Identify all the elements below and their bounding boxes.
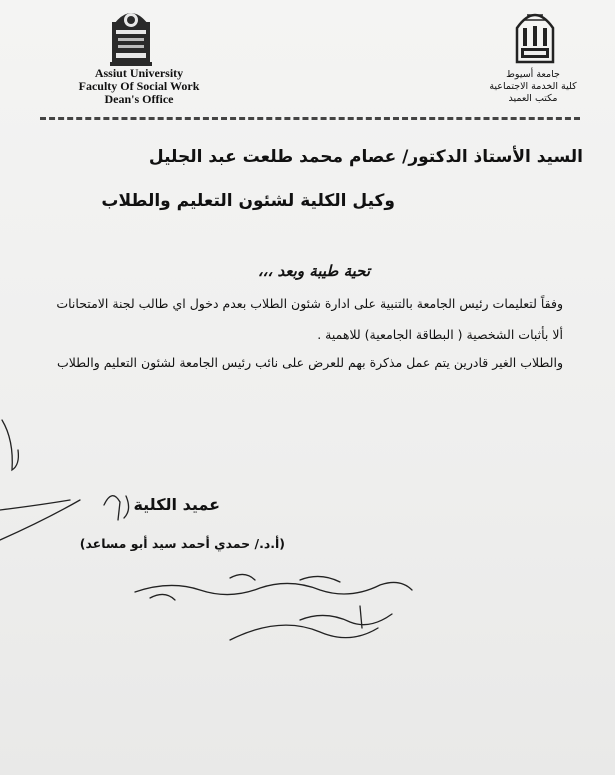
handwritten-note-line-1	[135, 582, 412, 594]
header-faculty-ar: كلية الخدمة الاجتماعية	[489, 81, 577, 92]
header-university-ar: جامعة أسيوط	[506, 69, 560, 80]
signatory-name: (أ.د./ حمدي أحمد سيد أبو مساعد)	[79, 536, 285, 551]
signature-title: عميد الكلية	[133, 495, 220, 514]
body-line-3: والطلاب الغير قادرين يتم عمل مذكرة بهم للعرض على نائب رئيس الجامعة لشئون التعليم والطلاب	[56, 355, 563, 370]
faculty-emblem-icon	[513, 6, 557, 64]
addressee-name: السيد الأستاذ الدكتور/ عصام محمد طلعت عبد الجليل	[148, 147, 583, 167]
body-line-2: ألا بأثبات الشخصية ( البطاقة الجامعية) للاهمية .	[317, 327, 563, 342]
header-english	[64, 67, 214, 106]
handwritten-note-line-2	[300, 614, 392, 625]
header-office-ar: مكتب العميد	[508, 93, 558, 104]
body-line-1: وفقاً لتعليمات رئيس الجامعة بالتنبية على ادارة شئون الطلاب بعدم دخول اي طالب لجنة الامتحانات	[56, 296, 563, 311]
addressee-title: وكيل الكلية لشئون التعليم والطلاب	[101, 191, 395, 211]
header-arabic	[468, 69, 598, 105]
header-faculty: Faculty Of Social Work	[78, 79, 200, 93]
header-office: Dean's Office	[104, 92, 174, 106]
greeting: تحية طيبة وبعد ،،،	[257, 262, 370, 280]
university-emblem-icon	[106, 4, 156, 68]
header-university: Assiut University	[94, 66, 184, 80]
header-divider	[40, 117, 580, 120]
